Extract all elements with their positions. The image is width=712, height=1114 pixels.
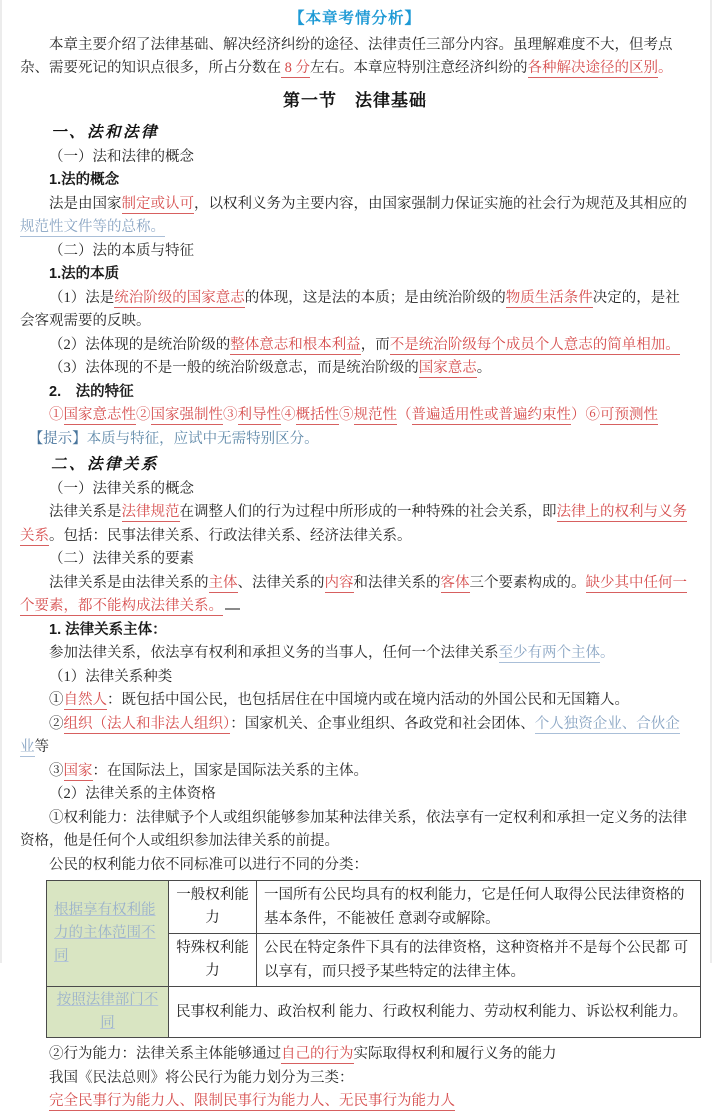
classification-intro: 公民的权利能力依不同标准可以进行不同的分类： [49, 856, 368, 873]
subheading-subject-kinds: （1）法律关系种类 [49, 668, 173, 685]
table-row [47, 881, 701, 934]
subheading-relation-subject: 1. 法律关系主体： [49, 621, 167, 638]
document-page [2, 0, 710, 1114]
table-row [47, 987, 701, 1038]
law-features-list: ①国家意志性②国家强制性③利导性④概括性⑤规范性（普遍适用性或普遍约束性）⑥可预测性 [49, 407, 658, 423]
conduct-capacity-paragraph: ②行为能力：法律关系主体能够通过自己的行为实际取得权利和履行义务的能力 [49, 1046, 557, 1062]
heading-law-and-legal: 一、法和法律 [51, 124, 160, 141]
subheading-law-essence: 1.法的本质 [49, 266, 120, 282]
subheading-law-concept-group: （一）法和法律的概念 [49, 148, 194, 165]
essence-point-2: （2）法体现的是统治阶级的整体意志和根本利益，而不是统治阶级每个成员个人意志的简单相加。 [49, 336, 680, 353]
law-definition-paragraph: 法是由国家制定或认可，以权利义务为主要内容，由国家强制力保证实施的社会行为规范及其相应的规范性文件等的总称。 [20, 195, 687, 235]
subject-kind-natural-person: ①自然人：既包括中国公民，也包括居住在中国境内或在境内活动的外国公民和无国籍人。 [49, 692, 629, 708]
special-capacity-desc-cell: 公民在特定条件下具有的法律资格，这种资格并不是每个公民都 可以享有，而只授予某些特定的法律主体。 [257, 934, 701, 987]
civil-law-note: 我国《民法总则》将公民行为能力划分为三类： [49, 1069, 354, 1086]
subject-kind-organization: ②组织（法人和非法人组织）：国家机关、企事业组织、各政党和社会团体、个人独资企业、合伙企业等 [20, 715, 680, 755]
essence-point-3: （3）法体现的不是一般的统治阶级意志，而是统治阶级的国家意志。 [49, 360, 492, 376]
three-capacity-types: 完全民事行为能力人、限制民事行为能力人、无民事行为能力人 [49, 1093, 455, 1109]
subheading-subject-qualification: （2）法律关系的主体资格 [49, 786, 216, 802]
relation-elements-paragraph: 法律关系是由法律关系的主体、法律关系的内容和法律关系的客体三个要素构成的。缺少其中任何一个要素，都不能构成法律关系。 [20, 574, 687, 614]
heading-legal-relations: 二、法律关系 [51, 456, 160, 473]
tip-line: 【提示】本质与特征，应试中无需特别区分。 [28, 430, 319, 447]
chapter-analysis-title: 【本章考情分析】 [288, 10, 421, 27]
subheading-essence-features-group: （二）法的本质与特征 [49, 242, 194, 259]
rights-capacity-paragraph: ①权利能力：法律赋予个人或组织能够参加某种法律关系，依法享有一定权利和承担一定义务的法律资格，他是任何个人或组织参加法律关系的前提。 [20, 809, 687, 849]
essence-point-1: （1）法是统治阶级的国家意志的体现，这是法的本质；是由统治阶级的物质生活条件决定的，是社会客观需要的反映。 [20, 289, 680, 329]
subheading-relation-concept: （一）法律关系的概念 [49, 480, 194, 497]
subheading-law-concept: 1.法的概念 [49, 172, 120, 188]
subject-definition-paragraph: 参加法律关系，依法享有权利和承担义务的当事人，任何一个法律关系至少有两个主体。 [49, 645, 615, 661]
subheading-law-features: 2. 法的特征 [49, 383, 134, 400]
criterion-law-department-cell: 按照法律部门不同 [47, 987, 169, 1038]
chapter-intro-paragraph: 本章主要介绍了法律基础、解决经济纠纷的途径、法律责任三部分内容。虽理解难度不大，但考点杂、需要死记的知识点很多，所占分数在 8 分左右。本章应特别注意经济纠纷的各种解决途径的区别。 [20, 36, 673, 76]
rights-capacity-table [46, 880, 701, 1038]
department-capacities-cell: 民事权利能力、政治权利 能力、行政权利能力、劳动权利能力、诉讼权利能力。 [169, 987, 701, 1038]
relation-definition-paragraph: 法律关系是法律规范在调整人们的行为过程中所形成的一种特殊的社会关系，即法律上的权利与义务关系。包括：民事法律关系、行政法律关系、经济法律关系。 [20, 504, 687, 544]
criterion-subject-scope-cell: 根据享有权利能力的主体范围不同 [47, 881, 169, 987]
subject-kind-state: ③国家：在国际法上，国家是国际法关系的主体。 [49, 762, 368, 779]
general-capacity-label-cell: 一般权利能力 [169, 881, 257, 934]
special-capacity-label-cell: 特殊权利能力 [169, 934, 257, 987]
subheading-relation-elements: （二）法律关系的要素 [49, 551, 194, 567]
section-title: 第一节 法律基础 [283, 90, 427, 110]
general-capacity-desc-cell: 一国所有公民均具有的权利能力，它是任何人取得公民法律资格的基本条件，不能被任 意剥夺或解除。 [257, 881, 701, 934]
